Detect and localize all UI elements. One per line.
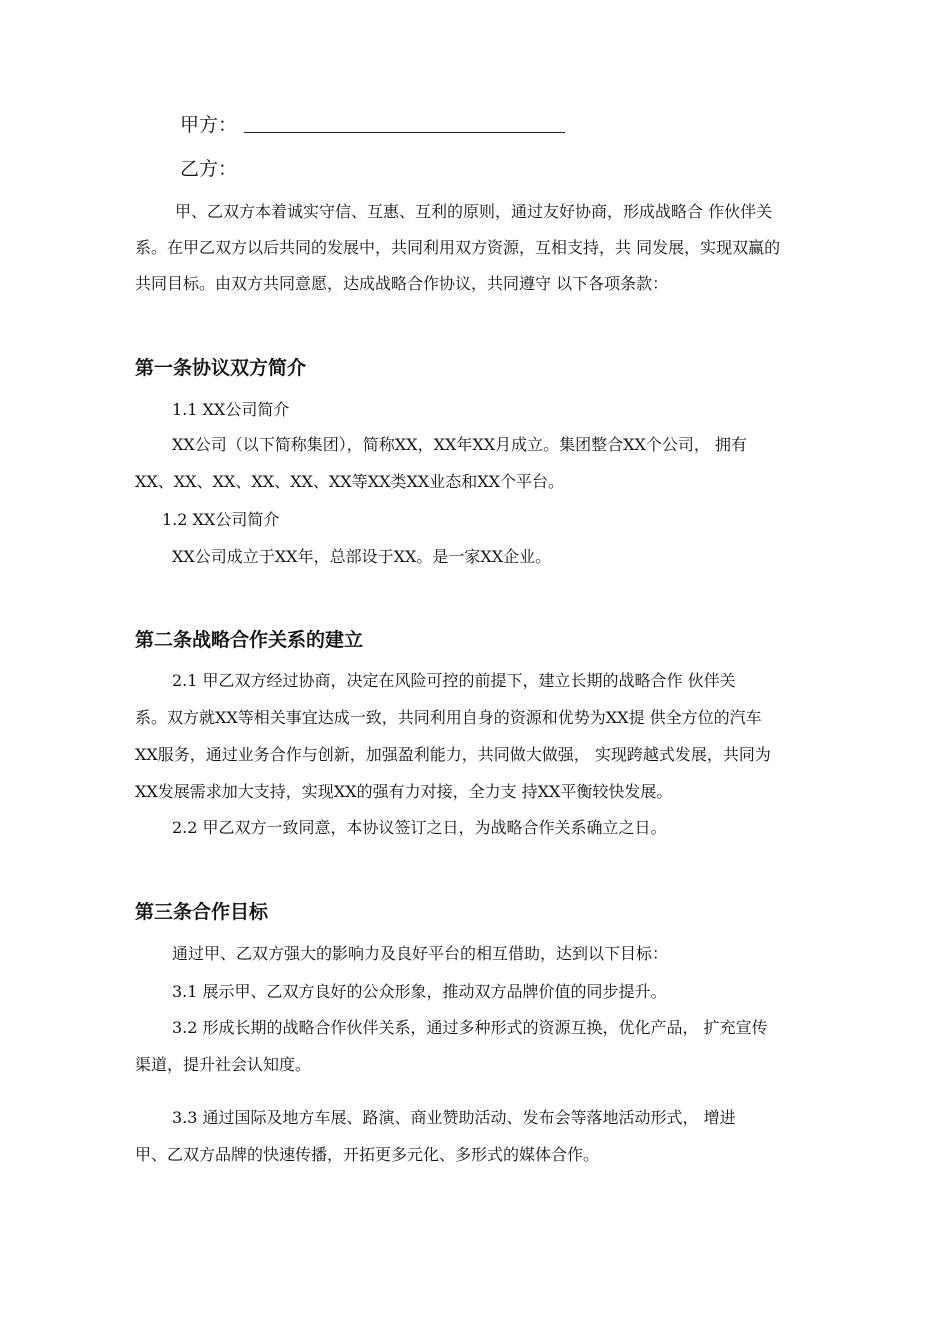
article-3-title: 第三条合作目标: [135, 901, 269, 923]
article-3-3-line-1: 3.3 通过国际及地方车展、路演、商业赞助活动、发布会等落地活动形式， 增进: [172, 1108, 736, 1127]
article-3-2-line-1: 3.2 形成长期的战略合作伙伴关系，通过多种形式的资源互换，优化产品， 扩充宣传: [172, 1018, 768, 1037]
article-2-1-line-1: 2.1 甲乙双方经过协商，决定在风险可控的前提下，建立长期的战略合作 伙伴关: [172, 671, 736, 690]
article-1-2-text: XX公司成立于XX年，总部设于XX。是一家XX企业。: [172, 547, 552, 566]
intro-line-3: 共同目标。由双方共同意愿，达成战略合作协议，共同遵守 以下各项条款：: [135, 274, 669, 293]
article-2-2-text: 2.2 甲乙双方一致同意，本协议签订之日，为战略合作关系确立之日。: [172, 818, 667, 837]
party-b-label: 乙方：: [180, 158, 238, 180]
party-a-blank-line: [244, 132, 565, 133]
party-a-label: 甲方：: [180, 114, 238, 136]
intro-line-2: 系。在甲乙双方以后共同的发展中，共同利用双方资源，互相支持，共 同发展，实现双赢的: [135, 238, 781, 257]
article-1-2-heading: 1.2 XX公司简介: [162, 510, 280, 529]
article-2-title: 第二条战略合作关系的建立: [135, 629, 364, 651]
article-1-1-text-1: XX公司（以下简称集团），简称XX，XX年XX月成立。集团整合XX个公司， 拥有: [172, 435, 747, 454]
article-3-3-line-2: 甲、乙双方品牌的快速传播，开拓更多元化、多形式的媒体合作。: [135, 1145, 600, 1164]
article-3-2-line-2: 渠道，提升社会认知度。: [135, 1055, 312, 1074]
article-3-1-text: 3.1 展示甲、乙双方良好的公众形象，推动双方品牌价值的同步提升。: [172, 982, 667, 1001]
article-2-1-line-4: XX发展需求加大支持，实现XX的强有力对接，全力支 持XX平衡较快发展。: [135, 782, 673, 801]
article-1-title: 第一条协议双方简介: [135, 357, 307, 379]
article-1-1-text-2: XX、XX、XX、XX、XX、XX等XX类XX业态和XX个平台。: [135, 472, 565, 491]
article-1-1-heading: 1.1 XX公司简介: [172, 400, 290, 419]
intro-line-1: 甲、乙双方本着诚实守信、互惠、互利的原则，通过友好协商，形成战略合 作伙伴关: [175, 202, 773, 221]
article-2-1-line-2: 系。双方就XX等相关事宜达成一致，共同利用自身的资源和优势为XX提 供全方位的汽车: [135, 708, 762, 727]
article-3-intro: 通过甲、乙双方强大的影响力及良好平台的相互借助，达到以下目标：: [172, 944, 669, 963]
article-2-1-line-3: XX服务，通过业务合作与创新，加强盈利能力，共同做大做强， 实现跨越式发展，共同为: [135, 745, 771, 764]
